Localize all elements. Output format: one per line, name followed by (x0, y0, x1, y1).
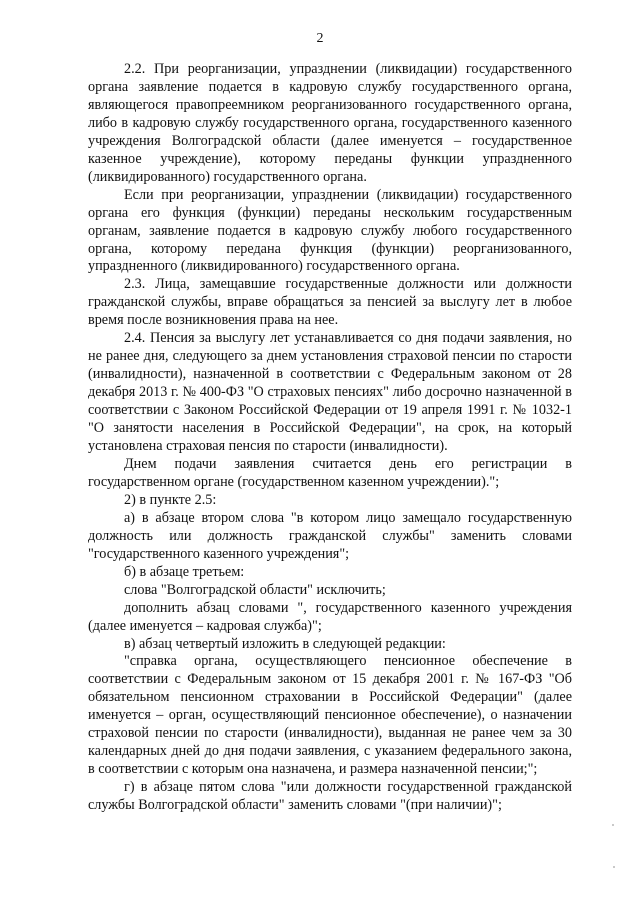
document-body (88, 61, 572, 815)
paragraph-item-2: 2) в пункте 2.5: (124, 491, 217, 508)
paragraph-supplement: дополнить абзац словами ", государственного казенного учреждения (далее именуется – кадровая служба)"; (88, 599, 572, 634)
paragraph-words-exclude: слова "Волгоградской области" исключить; (124, 581, 386, 598)
scan-speck (613, 866, 615, 868)
paragraph-subitem-v: в) абзац четвертый изложить в следующей редакции: (124, 635, 446, 652)
paragraph-subitem-b: б) в абзаце третьем: (124, 563, 245, 580)
paragraph-2-2: 2.2. При реорганизации, упразднении (ликвидации) государственного органа заявление подается в кадровую службу государственного органа, являющегося правопреемником реорганизованного государственного органа, либо в кадровую службу государственного органа, государственного казенного учреждения Волгоградской области (далее именуется – государственное казенное учреждение), которому переданы функции упраздненного (ликвидированного) государственного органа. (88, 61, 572, 185)
scan-speck (612, 824, 614, 826)
paragraph-reorganization: Если при реорганизации, упразднении (ликвидации) государственного органа его функция (функции) переданы нескольким государственным органам, заявление подается в кадровую службу любого государственного органа, которому передана функция (функции) реорганизованного, упраздненного (ликвидированного) государственного органа. (88, 186, 572, 275)
paragraph-subitem-a: а) в абзаце втором слова "в котором лицо замещало государственную должность или должность гражданской службы" заменить словами "государственного казенного учреждения"; (88, 509, 572, 562)
paragraph-certificate: "справка органа, осуществляющего пенсионное обеспечение в соответствии с Федеральным законом от 15 декабря 2001 г. № 167-ФЗ "Об обязательном пенсионном страховании в Российской Федерации" (далее именуется – орган, осуществляющий пенсионное обеспечение), о назначении страховой пенсии по старости (инвалидности), выданная не ранее чем за 30 календарных дней до дня подачи заявления, с указанием федерального закона, в соответствии с которым она назначена, и размера назначенной пенсии;"; (88, 653, 572, 778)
page-number: 2 (316, 31, 324, 46)
paragraph-subitem-g: г) в абзаце пятом слова "или должности государственной гражданской службы Волгоградской области" заменить словами "(при наличии)"; (88, 779, 572, 814)
paragraph-2-3: 2.3. Лица, замещавшие государственные должности или должности гражданской службы, вправе обращаться за пенсией за выслугу лет в любое время после возникновения права на нее. (88, 276, 572, 329)
paragraph-application-day: Днем подачи заявления считается день его регистрации в государственном органе (государственном казенном учреждении)."; (88, 455, 572, 490)
paragraph-2-4: 2.4. Пенсия за выслугу лет устанавливается со дня подачи заявления, но не ранее дня, следующего за днем установления страховой пенсии по старости (инвалидности), назначенной в соответствии с Федеральным законом от 28 декабря 2013 г. № 400-ФЗ "О страховых пенсиях" либо досрочно назначенной в соответствии с Законом Российской Федерации от 19 апреля 1991 г. № 1032-1 "О занятости населения в Российской Федерации", на срок, на который установлена страховая пенсия по старости (инвалидности). (88, 330, 572, 455)
